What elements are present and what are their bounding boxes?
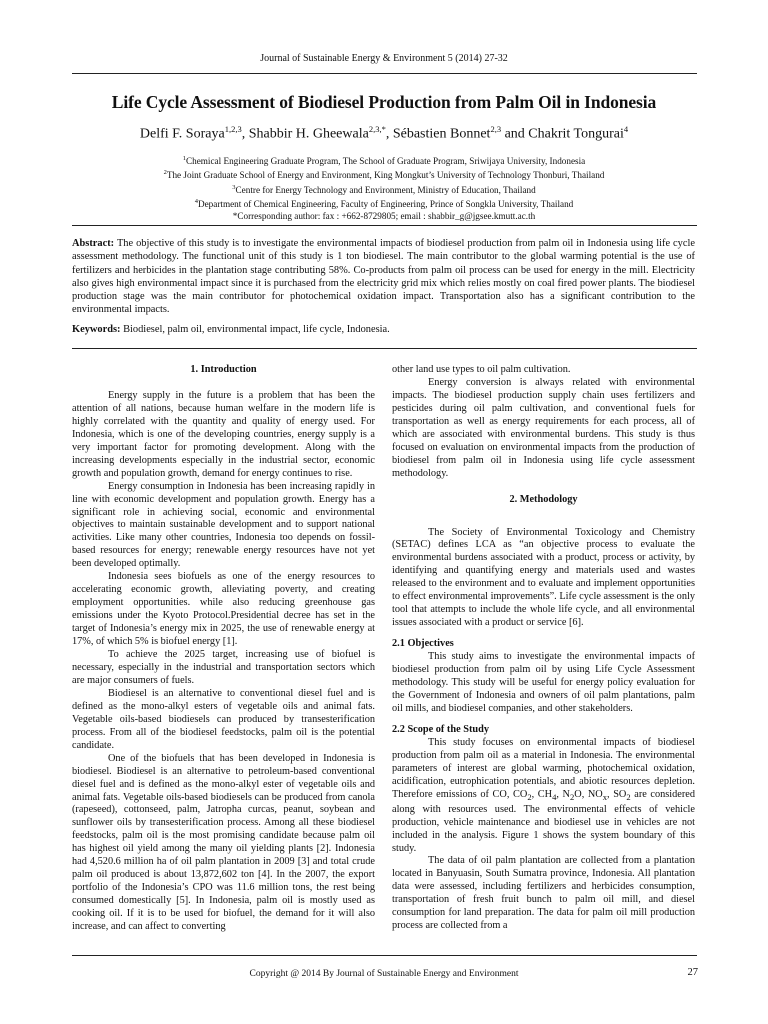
paragraph: This study focuses on environmental impacts of biodiesel production from palm oil as a material in Indonesia. The environmental parameters of interest are global warming, photochemical oxidation, acidification, eutrophication potentials, and abiotic resources depletion. Therefore emissions of CO, $CO_2$, $CH_4$, $N_2O$, $NO_x$, $SO_2$ are considered along with resources used. The environmental effects of vehicle production, vehicle maintenance and biodiesel use in vehicles are not included in the analysis. Figure 1 shows the system boundary of this study. [392,736,696,854]
paragraph: Energy consumption in Indonesia has been increasing rapidly in line with economic development and population growth. Energy has a significant role in achieving social, economic and environmental objectives to maintain sustainable development and to support national activities. Like many other countries, Indonesia too depends on fossil-based resources for energy; renewable energy resources have not yet been developed optimally. [72,480,375,570]
footer-copyright: Copyright @ 2014 By Journal of Sustainable Energy and Environment [249,969,519,979]
affiliation-line: $^4$Department of Chemical Engineering, Faculty of Engineering, Prince of Songkla University, Thailand [194,197,574,209]
corresponding-author: *Corresponding author: fax : +662-8729805; email : shabbir_g@jgsee.kmutt.ac.th [232,211,536,222]
author-name: Delfi F. Soraya [139,126,225,142]
author-affil-marker: 2,3 [490,124,502,134]
abstract-text: The objective of this study is to investigate the environmental impacts of biodiesel production from palm oil in Indonesia using life cycle assessment methodology. The functional unit of this study is 1 ton biodiesel. The main contributor to the global warming potential is the use of fertilizers and herbicides in the plantation stage contributing 58%. Co-products from palm oil process can be used for energy in the mill. Electricity also gives high environmental impact since it is purchased from the electricity grid mix which relies mostly on coal fired power plants. The biodiesel production stage was the main contributor for photochemical oxidation impact. Transportation also has a significant contribution to the environmental impacts. [72,238,695,316]
paragraph: To achieve the 2025 target, increasing use of biofuel is necessary, especially in the industrial and transportation sectors which are major consumers of fuels. [72,649,375,686]
abstract-top-rule [72,225,697,226]
paragraph: Energy conversion is always related with environmental impacts. The biodiesel production supply chain uses fertilizers and pesticides during oil palm cultivation, and conventional fuels for transportation as well as energy requirements for each process, all of which are associated with environmental burdens. This study is thus focused on evaluation on environmental impacts from the production of biodiesel from palm oil in Indonesia using life cycle assessment methodology. [392,376,695,479]
paragraph: This study aims to investigate the environmental impacts of biodiesel production from palm oil by using Life Cycle Assessment methodology. This study will be useful for energy policy evaluation for the Government of Indonesia and owners of oil palm plantations, palm oil mills, and biodiesel companies, and other stakeholders. [392,651,695,714]
affiliation-line: $^3$Centre for Energy Technology and Environment, Ministry of Education, Thailand [232,183,536,195]
affiliation-line: $^1$Chemical Engineering Graduate Program, The School of Graduate Program, Sriwijaya University, Indonesia [182,155,586,167]
paragraph: Biodiesel is an alternative to conventional diesel fuel and is defined as the mono-alkyl esters of vegetable oils and animal fats. Vegetable oils-based biodiesels can produced by transesterification process. From all of the biodiesel feedstocks, palm oil is the potential candidate. [72,687,375,751]
paragraph: Energy supply in the future is a problem that has been the attention of all nations, because human welfare in the modern life is highly correlated with the quantity and quality of energy used. For Indonesia, which is one of the developing countries, energy supply is a very important factor for promoting development. Along with the increasing developments especially in the industrial sector, economic growth and population growth, demand for energy continues to rise. [72,389,375,479]
paragraph: One of the biofuels that has been developed in Indonesia is biodiesel. Biodiesel is an alternative to petroleum-based conventional diesel fuel and is defined as the mono-alkyl ester of vegetable oils and animal fats. Vegetable oils-based biodiesels can be produced from canola (rapeseed), cottonseed, palm, Jatropha curcas, peanut, soybean and sunflower oils by transesterification process. Among all these biodiesel feedstocks, palm oil is the most promising candidate because palm oil has highest oil yield among the many oil yielding plants [2]. Indonesia had 4,520.6 million ha of oil palm plantation in 2009 [3] and total crude palm oil produced is about 13,872,602 ton [4]. In the 2007, the export portfolio of the Indonesia’s CPO was 11.6 million tons, the rest being consumed domestically [5]. In Indonesia, palm oil is mostly used as cooking oil. If it is to be used for biofuel, the demand for it will also increase, and can affect to converting [72,752,375,933]
author-name: Chakrit Tongurai [528,126,624,142]
author-affil-marker: 4 [623,124,629,134]
left-column [72,364,375,934]
paragraph: The data of oil palm plantation are collected from a plantation located in Banyuasin, South Sumatra province, Indonesia. All plantation data were assessed, including fertilizers and herbicides consumption, transportation of fresh fruit bunch to palm oil mill, and diesel consumption for land preparation. The data for palm oil mill production process are collected from a [392,855,695,932]
author-name: Sébastien Bonnet [392,126,491,142]
author-list: Delfi F. Soraya$^{1,2,3}$, Shabbir H. Gheewala$^{2,3,*}$, Sébastien Bonnet$^{2,3}$ and Chakrit Tongurai$^4$ [139,124,629,142]
abstract-bottom-rule [72,348,697,349]
abstract [72,237,695,317]
paragraph: The Society of Environmental Toxicology and Chemistry (SETAC) defines LCA as “an objective process to evaluate the environmental burdens associated with a product, process or activity, by identifying and quantifying energy and materials used and wastes released to the environment and to evaluate and implement opportunities to effect environmental improvements”. Life cycle assessment is the only tool that attempts to include the whole life cycle, and all environmental issues associated with a product or service [6]. [392,526,695,629]
author-affil-marker: 1,2,3 [224,124,242,134]
affiliations [60,153,708,222]
page-number: 27 [687,967,698,978]
paper-title: Life Cycle Assessment of Biodiesel Production from Palm Oil in Indonesia [111,92,657,112]
subsection-heading-objectives: 2.1 Objectives [392,638,454,650]
journal-header: Journal of Sustainable Energy & Environment 5 (2014) 27-32 [260,53,508,64]
header-rule [72,73,697,74]
keywords [72,324,695,335]
section-heading-methodology: 2. Methodology [509,493,578,505]
author-name: Shabbir H. Gheewala [248,126,369,142]
author-affil-marker: 2,3,* [368,124,386,134]
subsection-heading-scope: 2.2 Scope of the Study [392,723,489,735]
right-column [392,364,695,933]
section-heading-introduction: 1. Introduction [190,364,257,375]
keywords-text: Biodiesel, palm oil, environmental impact, life cycle, Indonesia. [123,324,390,335]
keywords-label: Keywords: [72,324,121,335]
affiliation-line: $^2$The Joint Graduate School of Energy and Environment, King Mongkut’s University of Technology Thonburi, Thailand [163,169,605,181]
paragraph: Indonesia sees biofuels as one of the energy resources to accelerating economic growth, alleviating poverty, and creating employment opportunities. while also reducing greenhouse gas emissions under the Kyoto Protocol.Presidential decree has set in the target of Indonesia’s energy mix in 2025, the use of renewable energy at 17%, of which 5% is biofuel energy [1]. [72,571,375,648]
abstract-label: Abstract: [72,238,115,249]
footer-rule [72,955,697,956]
paragraph-continuation: other land use types to oil palm cultivation. [392,364,571,375]
